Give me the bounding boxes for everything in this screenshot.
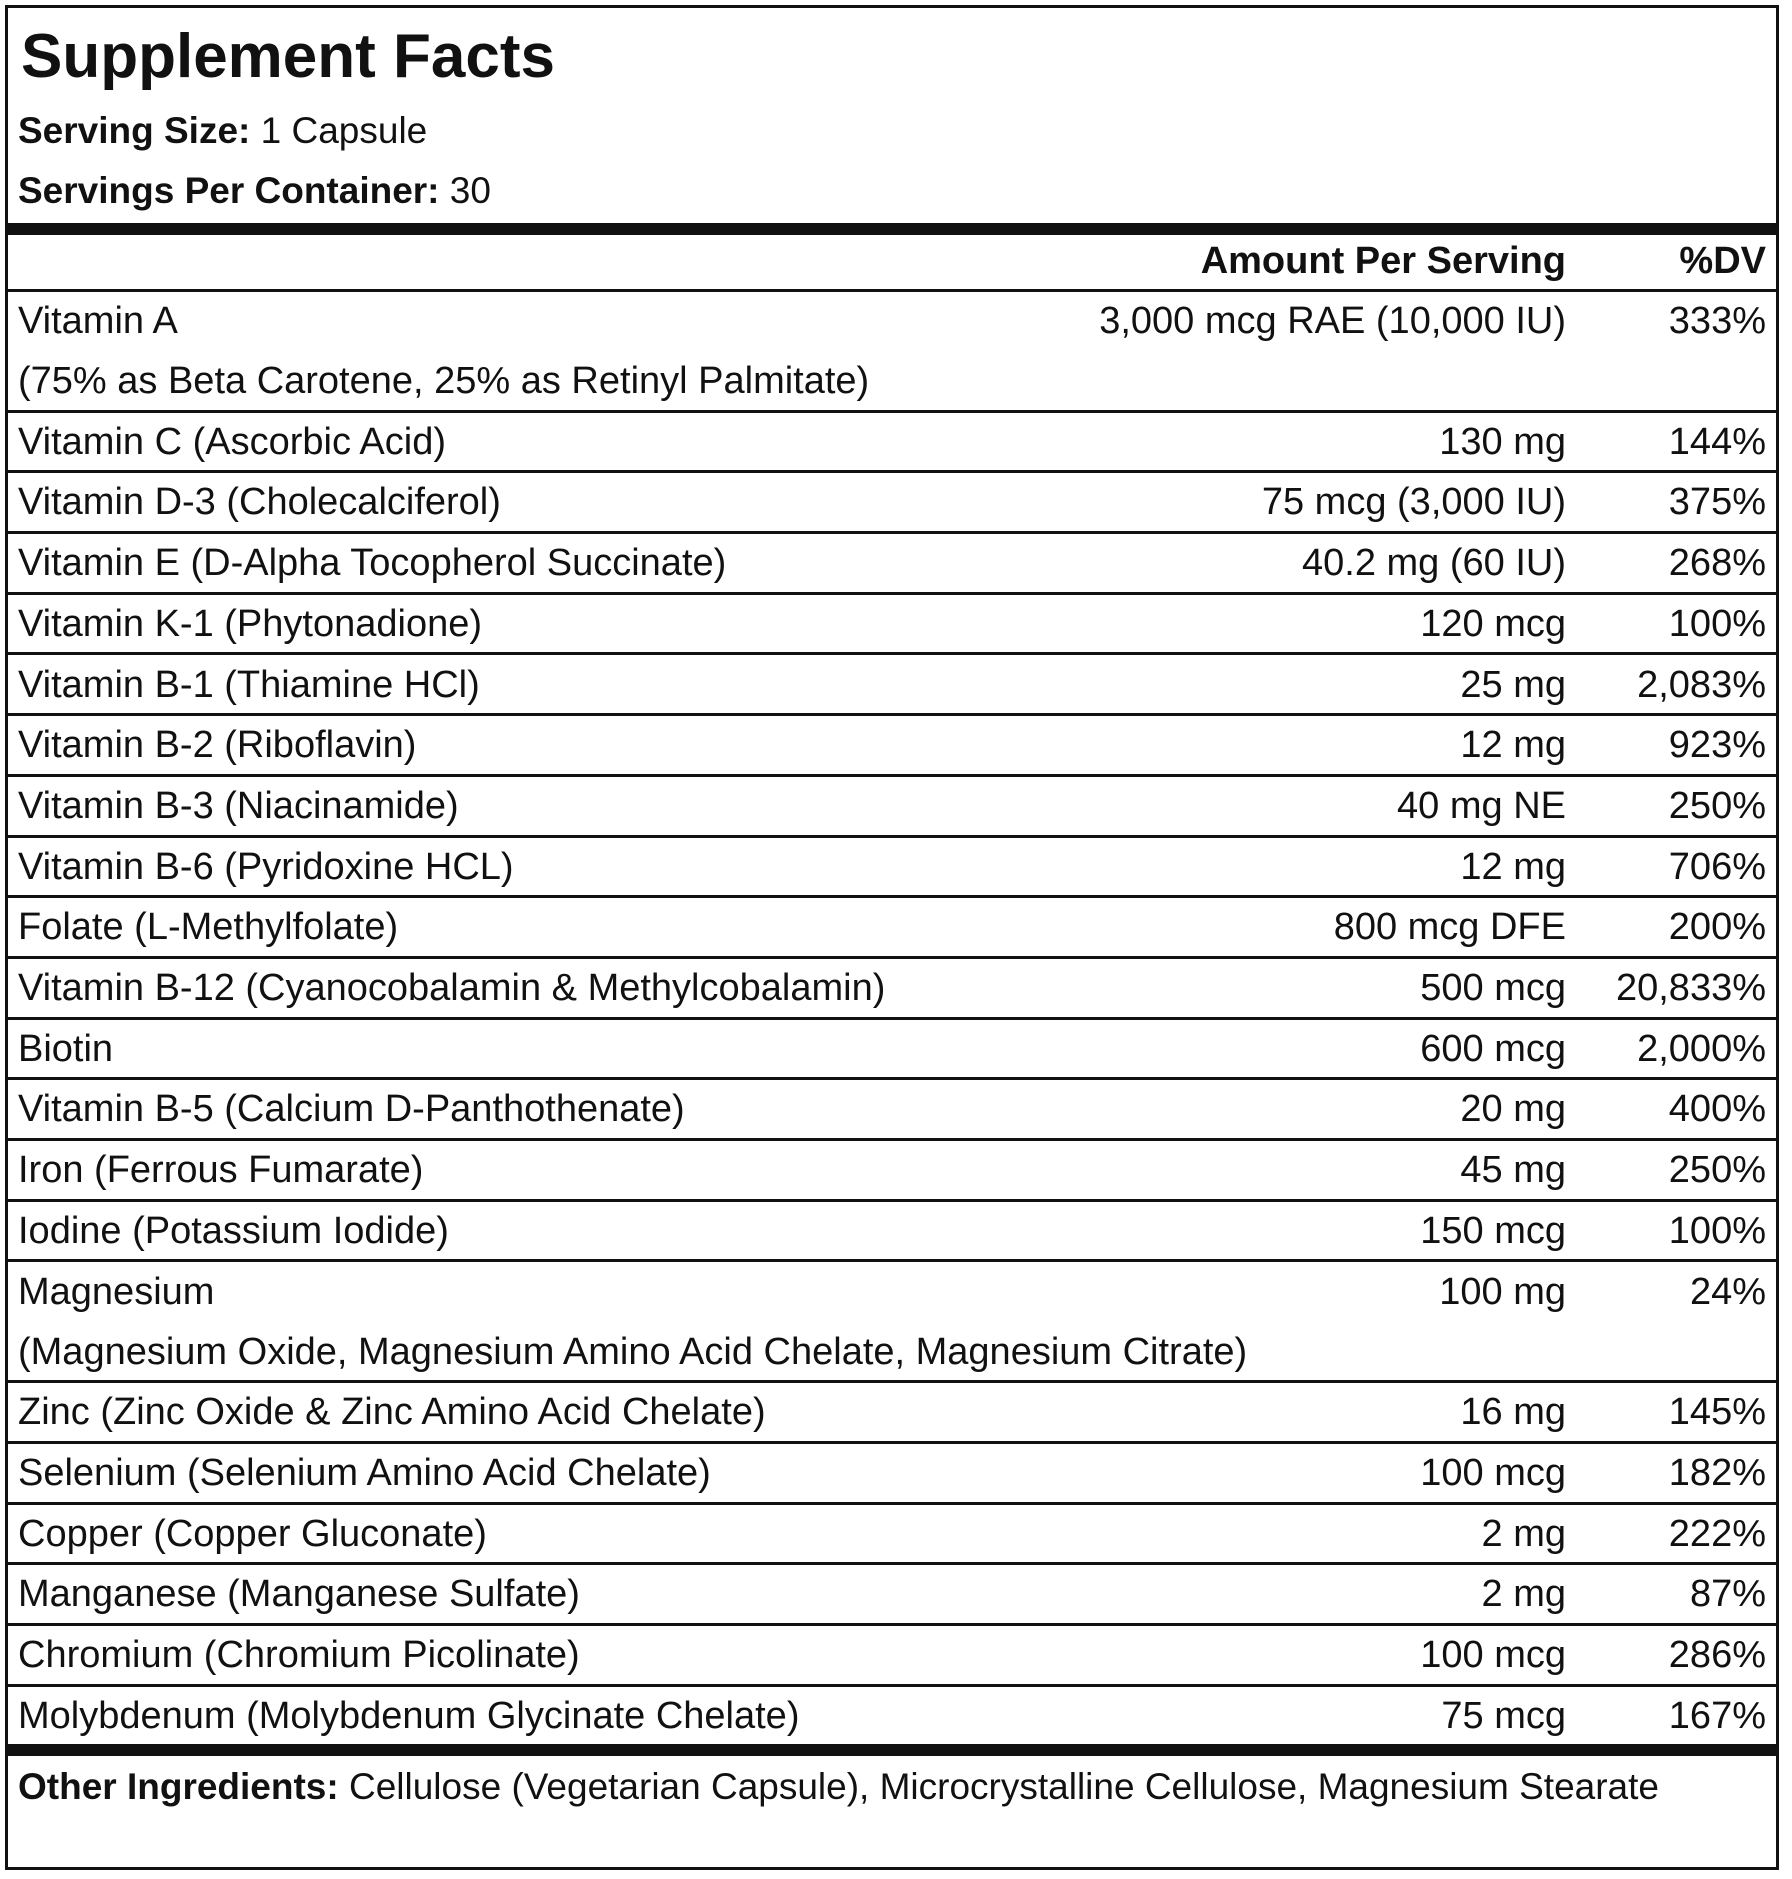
nutrient-amount: 12 mg	[1460, 845, 1566, 888]
nutrient-dv: 706%	[1668, 845, 1766, 888]
nutrient-dv: 200%	[1668, 906, 1766, 949]
nutrient-name: Vitamin B-2 (Riboflavin)	[18, 724, 417, 767]
nutrient-amount: 3,000 mcg RAE (10,000 IU)	[1099, 300, 1566, 342]
nutrient-dv: 2,083%	[1637, 663, 1766, 706]
nutrient-source-note: (75% as Beta Carotene, 25% as Retinyl Palmitate)	[18, 360, 870, 402]
nutrient-amount: 45 mg	[1460, 1149, 1566, 1192]
nutrient-name: Vitamin B-6 (Pyridoxine HCL)	[18, 845, 514, 888]
nutrient-source-note: (Magnesium Oxide, Magnesium Amino Acid Chelate, Magnesium Citrate)	[18, 1330, 1248, 1373]
nutrient-amount: 40.2 mg (60 IU)	[1302, 542, 1566, 585]
nutrient-name: Vitamin C (Ascorbic Acid)	[18, 420, 446, 463]
serving-size-value: 1 Capsule	[260, 110, 428, 151]
other-ingredients-label: Other Ingredients:	[18, 1766, 339, 1807]
table-row	[8, 959, 1776, 1020]
dv-header: %DV	[1679, 240, 1766, 282]
nutrient-amount: 16 mg	[1460, 1391, 1566, 1434]
nutrient-amount: 600 mcg	[1420, 1027, 1566, 1070]
nutrient-name: Vitamin K-1 (Phytonadione)	[18, 602, 482, 645]
table-row	[8, 1020, 1776, 1081]
nutrient-amount: 100 mcg	[1420, 1634, 1566, 1676]
nutrient-amount: 100 mcg	[1420, 1451, 1566, 1494]
nutrient-dv: 400%	[1668, 1088, 1766, 1131]
servings-per-container-value: 30	[449, 170, 491, 211]
nutrient-amount: 150 mcg	[1420, 1209, 1566, 1252]
other-ingredients	[18, 1765, 1659, 1809]
nutrient-amount: 40 mg NE	[1397, 784, 1566, 827]
nutrient-name: Selenium (Selenium Amino Acid Chelate)	[18, 1451, 711, 1494]
table-row	[8, 656, 1776, 717]
nutrient-dv: 923%	[1668, 724, 1766, 767]
servings-per-container	[18, 169, 491, 213]
nutrient-dv: 145%	[1668, 1391, 1766, 1434]
table-row	[8, 1202, 1776, 1263]
table-row	[8, 1383, 1776, 1444]
nutrient-dv: 268%	[1668, 542, 1766, 585]
table-row	[8, 1626, 1776, 1687]
table-row	[8, 898, 1776, 959]
supplement-facts-panel	[5, 5, 1779, 1870]
nutrient-dv: 100%	[1668, 1209, 1766, 1252]
servings-per-container-label: Servings Per Container:	[18, 170, 440, 211]
thick-divider-top	[8, 223, 1776, 235]
nutrient-amount: 100 mg	[1439, 1270, 1566, 1313]
table-row	[8, 413, 1776, 474]
table-row	[8, 1141, 1776, 1202]
nutrient-amount: 75 mcg	[1441, 1694, 1566, 1737]
nutrient-dv: 167%	[1668, 1694, 1766, 1737]
nutrient-name: Vitamin B-5 (Calcium D-Panthothenate)	[18, 1088, 685, 1131]
table-row	[8, 716, 1776, 777]
table-row	[8, 595, 1776, 656]
panel-title: Supplement Facts	[21, 22, 555, 91]
nutrient-name: Vitamin B-3 (Niacinamide)	[18, 784, 459, 827]
nutrient-dv: 222%	[1668, 1512, 1766, 1555]
nutrient-dv: 333%	[1668, 300, 1766, 342]
nutrient-name: Biotin	[18, 1027, 114, 1070]
nutrient-name: Vitamin A	[18, 300, 178, 342]
nutrient-name: Manganese (Manganese Sulfate)	[18, 1573, 580, 1616]
table-row	[8, 1505, 1776, 1566]
other-ingredients-value: Cellulose (Vegetarian Capsule), Microcrystalline Cellulose, Magnesium Stearate	[348, 1766, 1659, 1807]
nutrient-name: Chromium (Chromium Picolinate)	[18, 1634, 580, 1676]
nutrient-name: Vitamin D-3 (Cholecalciferol)	[18, 481, 501, 524]
nutrient-name: Vitamin B-1 (Thiamine HCl)	[18, 663, 480, 706]
nutrient-name: Vitamin B-12 (Cyanocobalamin & Methylcobalamin)	[18, 967, 886, 1009]
nutrient-dv: 2,000%	[1637, 1027, 1766, 1070]
table-row	[8, 1444, 1776, 1505]
nutrient-name: Copper (Copper Gluconate)	[18, 1512, 487, 1555]
table-row	[8, 1565, 1776, 1626]
nutrient-dv: 24%	[1689, 1270, 1766, 1313]
table-row	[8, 1263, 1776, 1384]
table-row	[8, 292, 1776, 413]
nutrient-dv: 20,833%	[1615, 967, 1766, 1009]
nutrient-dv: 286%	[1668, 1634, 1766, 1676]
nutrient-amount: 2 mg	[1481, 1573, 1566, 1616]
table-row	[8, 473, 1776, 534]
nutrient-dv: 250%	[1668, 784, 1766, 827]
table-row	[8, 838, 1776, 899]
nutrient-amount: 2 mg	[1481, 1512, 1566, 1555]
table-row	[8, 1687, 1776, 1748]
nutrient-amount: 500 mcg	[1420, 967, 1566, 1009]
nutrient-name: Folate (L-Methylfolate)	[18, 906, 399, 949]
nutrient-dv: 100%	[1668, 602, 1766, 645]
nutrient-dv: 375%	[1668, 481, 1766, 524]
nutrient-dv: 144%	[1668, 420, 1766, 463]
nutrient-dv: 250%	[1668, 1149, 1766, 1192]
nutrient-amount: 800 mcg DFE	[1333, 906, 1566, 949]
nutrient-dv: 182%	[1668, 1451, 1766, 1494]
thick-divider-bottom	[8, 1744, 1776, 1756]
nutrient-name: Molybdenum (Molybdenum Glycinate Chelate)	[18, 1694, 800, 1737]
nutrient-name: Zinc (Zinc Oxide & Zinc Amino Acid Chelate)	[18, 1391, 766, 1434]
nutrient-amount: 12 mg	[1460, 724, 1566, 767]
serving-size	[18, 109, 427, 153]
nutrient-amount: 130 mg	[1439, 420, 1566, 463]
nutrient-amount: 120 mcg	[1420, 602, 1566, 645]
nutrient-dv: 87%	[1689, 1573, 1766, 1616]
amount-per-serving-header: Amount Per Serving	[1200, 240, 1566, 282]
nutrient-amount: 75 mcg (3,000 IU)	[1261, 481, 1566, 524]
nutrient-name: Iron (Ferrous Fumarate)	[18, 1149, 424, 1192]
nutrient-name: Iodine (Potassium Iodide)	[18, 1209, 449, 1252]
nutrient-amount: 20 mg	[1460, 1088, 1566, 1131]
serving-size-label: Serving Size:	[18, 110, 251, 151]
table-row	[8, 1080, 1776, 1141]
nutrient-amount: 25 mg	[1460, 663, 1566, 706]
nutrient-name: Magnesium	[18, 1270, 215, 1313]
table-row	[8, 777, 1776, 838]
table-row	[8, 534, 1776, 595]
nutrient-name: Vitamin E (D-Alpha Tocopherol Succinate)	[18, 542, 727, 585]
